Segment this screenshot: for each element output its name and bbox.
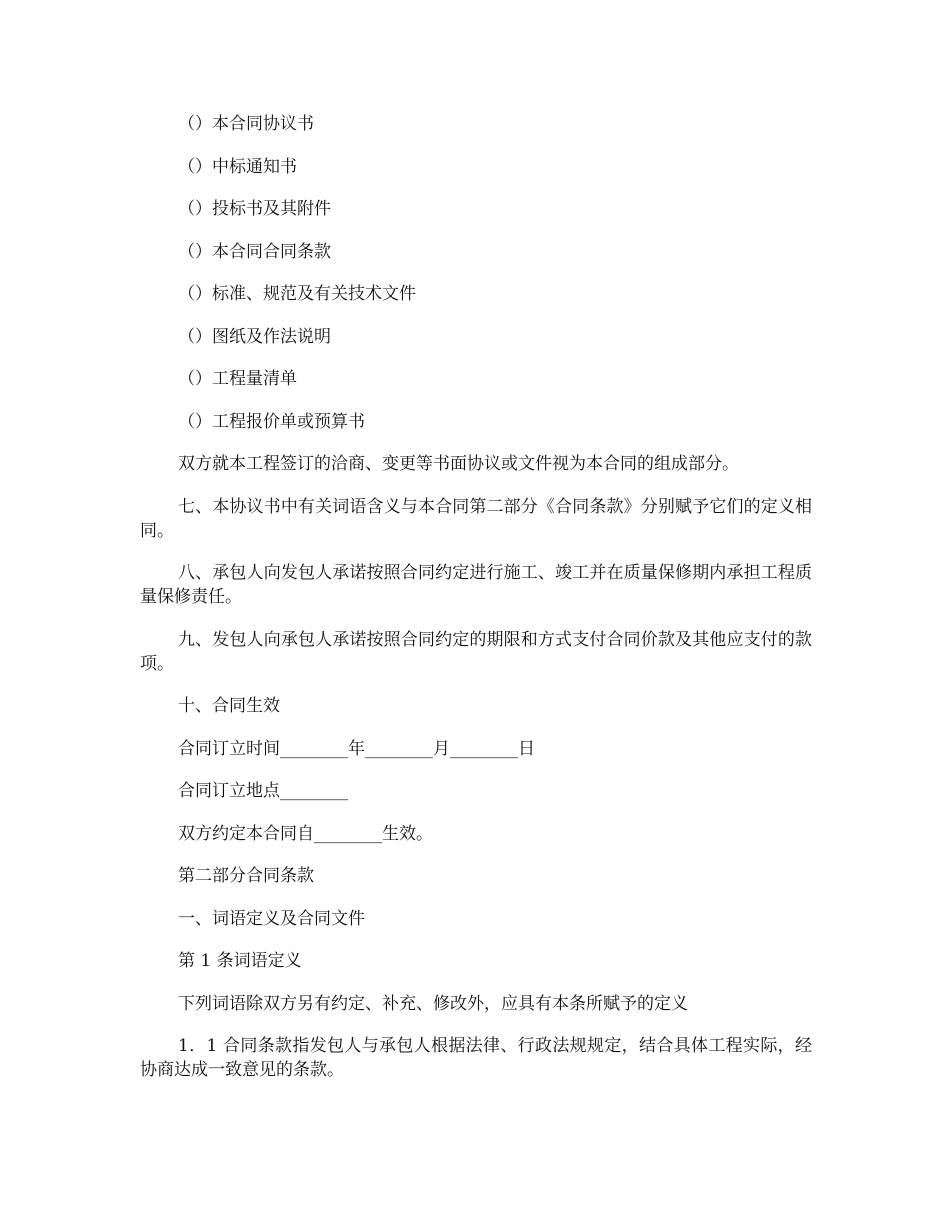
list-item-bid-notice: （）中标通知书 [178,156,297,177]
paragraph-amendments: 双方就本工程签订的洽商、变更等书面协议或文件视为本合同的组成部分。 [178,454,739,474]
paragraph-definitions-intro: 下列词语除双方另有约定、补充、修改外，应具有本条所赋予的定义 [178,993,688,1014]
paragraph-clause-8: 八、承包人向发包人承诺按照合同约定进行施工、竣工并在质量保修期内承担工程质量保修责任。 [140,563,812,607]
list-item-contract-terms: （）本合同合同条款 [178,241,331,262]
list-item-standards: （）标准、规范及有关技术文件 [178,284,416,304]
section-heading-definitions: 一、词语定义及合同文件 [178,908,365,929]
article-heading-1: 第 1 条词语定义 [178,951,302,971]
paragraph-definition-1-1: 1．1 合同条款指发包人与承包人根据法律、行政法规规定，结合具体工程实际，经协商达成一致意见的条款。 [140,1036,812,1080]
paragraph-clause-9: 九、发包人向承包人承诺按照合同约定的期限和方式支付合同价款及其他应支付的款项。 [140,629,812,674]
paragraph-effective: 双方约定本合同自________生效。 [178,823,433,844]
list-item-drawings: （）图纸及作法说明 [178,326,331,347]
paragraph-clause-10: 十、合同生效 [178,696,280,716]
list-item-quotation: （）工程报价单或预算书 [178,411,365,432]
list-item-agreement: （）本合同协议书 [178,114,314,134]
list-item-tender: （）投标书及其附件 [178,199,331,219]
paragraph-clause-7: 七、本协议书中有关词语含义与本合同第二部分《合同条款》分别赋予它们的定义相同。 [140,496,812,541]
list-item-bill-of-quantities: （）工程量清单 [178,369,297,389]
paragraph-signing-place: 合同订立地点________ [178,781,348,801]
document-body [140,112,812,1101]
paragraph-signing-date: 合同订立时间________年________月________日 [178,738,535,759]
section-heading-part-2: 第二部分合同条款 [178,866,314,886]
